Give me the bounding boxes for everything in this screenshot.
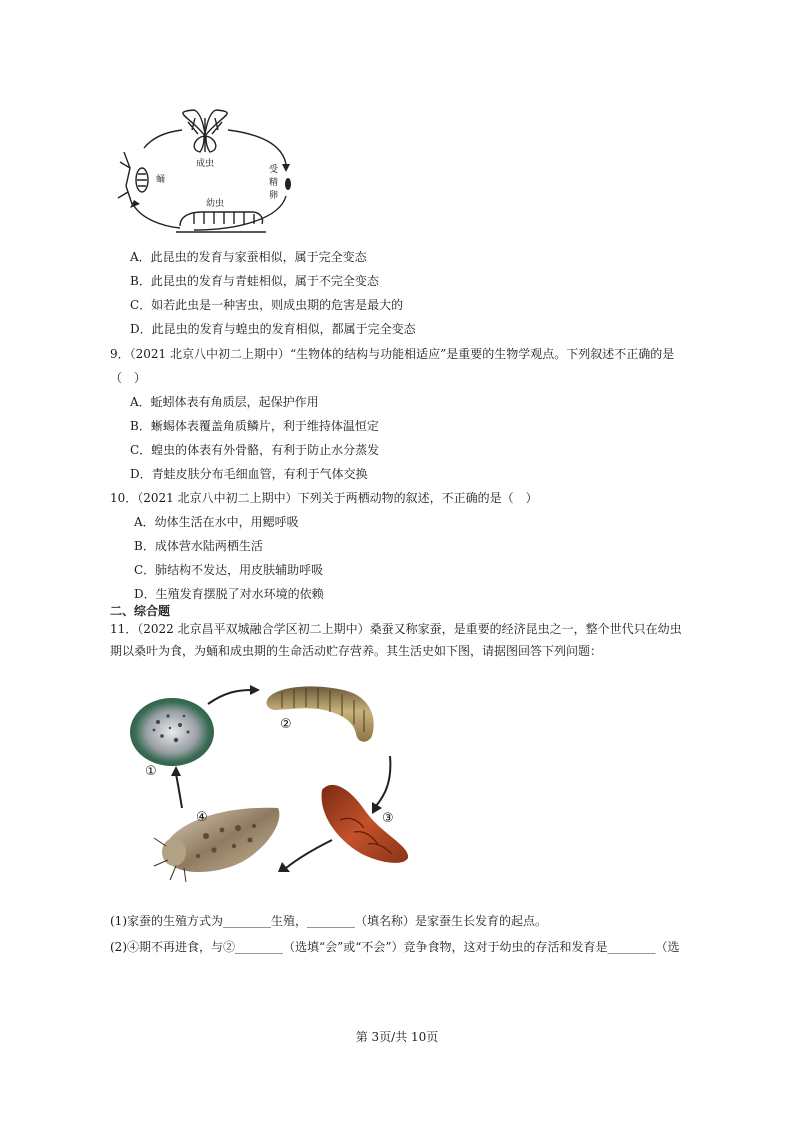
q9-option-d: D．青蛙皮肤分布毛细血管，有利于气体交换	[130, 467, 368, 481]
q11-sub2: (2)④期不再进食，与②________（选填“会”或“不会”）竞争食物，这对于幼虫的存活和发育是________（选	[110, 940, 680, 954]
egg-label-3: 卵	[269, 191, 279, 201]
q11-sub1: (1)家蚕的生殖方式为________生殖，________（填名称）是家蚕生长发育的起点。	[110, 914, 548, 928]
marker-1: ①	[145, 764, 157, 779]
q11-stem-line1: 11．（2022 北京昌平双城融合学区初二上期中）桑蚕又称家蚕，是重要的经济昆虫之一，整个世代只在幼虫	[110, 622, 682, 636]
q10-option-a: A．幼体生活在水中，用鳃呼吸	[134, 515, 299, 529]
page-footer: 第 3页/共 10页	[355, 1030, 439, 1044]
q9-stem-line2: （ ）	[110, 371, 147, 385]
marker-2: ②	[280, 717, 292, 732]
q10-option-b: B．成体营水陆两栖生活	[134, 539, 263, 553]
pupa-image	[322, 785, 409, 863]
q11-stem-line2: 期以桑叶为食，为蛹和成虫期的生命活动贮存营养。其生活史如下图，请据图回答下列问题：	[110, 644, 603, 658]
arrow-head-icon	[250, 685, 260, 695]
egg-label-1: 受	[269, 165, 279, 175]
q10-option-c: C．肺结构不发达，用皮肤辅助呼吸	[134, 563, 324, 577]
q9-stem-line1: 9．（2021 北京八中初二上期中）“生物体的结构与功能相适应”是重要的生物学观点。下列叙述不正确的是	[110, 347, 675, 361]
marker-3: ③	[382, 811, 394, 826]
arrow-head-icon	[282, 164, 290, 172]
q9-option-b: B．蜥蜴体表覆盖角质鳞片，利于维持体温恒定	[130, 419, 379, 433]
q9-option-c: C．蝗虫的体表有外骨骼，有利于防止水分蒸发	[130, 443, 380, 457]
pupa-label: 蛹	[156, 175, 166, 185]
butterfly-icon	[183, 110, 227, 152]
egg-icon	[285, 178, 291, 190]
silkworm-life-cycle-figure	[110, 670, 420, 885]
arrow-head-icon	[171, 766, 181, 776]
egg-label-2: 精	[269, 178, 279, 188]
larva-image	[267, 686, 374, 741]
marker-4: ④	[196, 810, 208, 825]
q10-stem: 10．（2021 北京八中初二上期中）下列关于两栖动物的叙述，不正确的是（ ）	[110, 491, 538, 505]
q9-option-a: A．蚯蚓体表有角质层，起保护作用	[130, 395, 319, 409]
section-heading: 二、综合题	[110, 604, 171, 618]
egg-cluster-image	[130, 698, 214, 766]
moth-image	[154, 808, 279, 882]
insect-life-cycle-diagram	[110, 108, 300, 238]
q10-option-d: D．生殖发育摆脱了对水环境的依赖	[134, 587, 324, 601]
q8-option-c: C．如若此虫是一种害虫，则成虫期的危害是最大的	[130, 298, 404, 312]
q8-option-d: D．此昆虫的发育与蝗虫的发育相似，都属于完全变态	[130, 322, 416, 336]
pupa-icon	[118, 152, 148, 204]
adult-label: 成虫	[196, 159, 215, 169]
larva-label: 幼虫	[206, 199, 225, 209]
q8-option-b: B．此昆虫的发育与青蛙相似，属于不完全变态	[130, 274, 379, 288]
q8-option-a: A．此昆虫的发育与家蚕相似，属于完全变态	[130, 250, 367, 264]
